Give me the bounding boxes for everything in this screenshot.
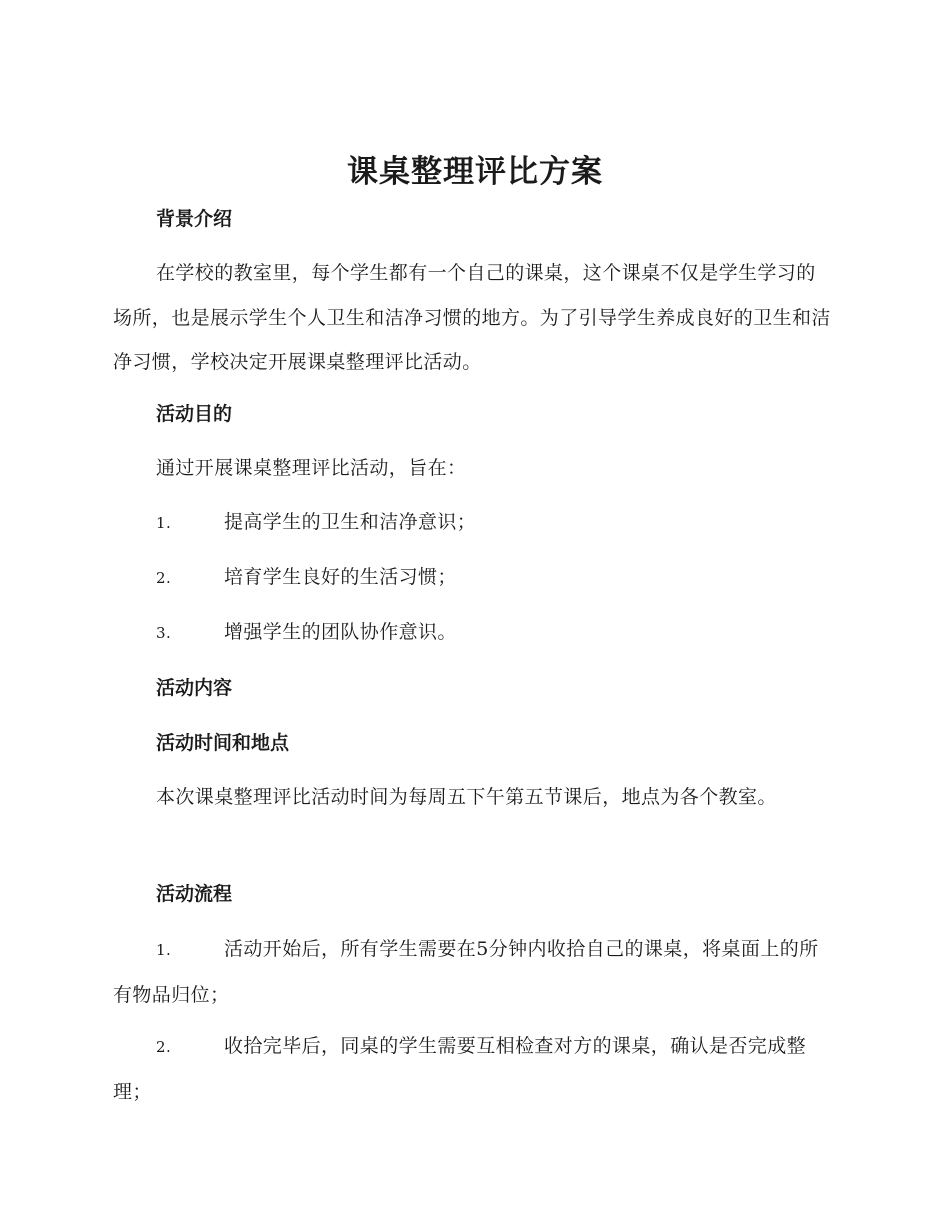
list-item	[113, 610, 833, 656]
paragraph-time-place: 本次课桌整理评比活动时间为每周五下午第五节课后，地点为各个教室。	[156, 786, 777, 808]
document-title: 课桌整理评比方案	[347, 154, 603, 190]
heading-time-place: 活动时间和地点	[156, 732, 290, 754]
paragraph-purpose-intro: 通过开展课桌整理评比活动，旨在：	[156, 457, 467, 479]
list-item	[113, 500, 833, 546]
list-item	[113, 927, 833, 1017]
heading-content: 活动内容	[156, 677, 233, 699]
heading-process: 活动流程	[156, 883, 233, 905]
list-item-number: 2.	[156, 569, 172, 587]
list-item-text: 增强学生的团队协作意识。	[224, 621, 457, 643]
heading-purpose: 活动目的	[156, 403, 233, 425]
list-item-text: 提高学生的卫生和洁净意识；	[224, 511, 477, 533]
list-item	[113, 555, 833, 601]
list-item-number: 1.	[156, 941, 172, 959]
list-item-number: 1.	[156, 514, 172, 532]
list-item-number: 3.	[156, 624, 172, 642]
list-item	[113, 1024, 833, 1114]
list-item-text: 收拾完毕后，同桌的学生需要互相检查对方的课桌，确认是否完成整理；	[113, 1035, 807, 1103]
paragraph-background: 在学校的教室里，每个学生都有一个自己的课桌，这个课桌不仅是学生学习的场所，也是展示学生个人卫生和洁净习惯的地方。为了引导学生养成良好的卫生和洁净习惯，学校决定开展课桌整理评比活动。	[113, 262, 831, 373]
heading-background: 背景介绍	[156, 208, 233, 230]
list-item-text: 培育学生良好的生活习惯；	[224, 566, 457, 588]
list-item-number: 2.	[156, 1038, 172, 1056]
list-item-text: 活动开始后，所有学生需要在5分钟内收拾自己的课桌，将桌面上的所有物品归位；	[113, 938, 819, 1006]
